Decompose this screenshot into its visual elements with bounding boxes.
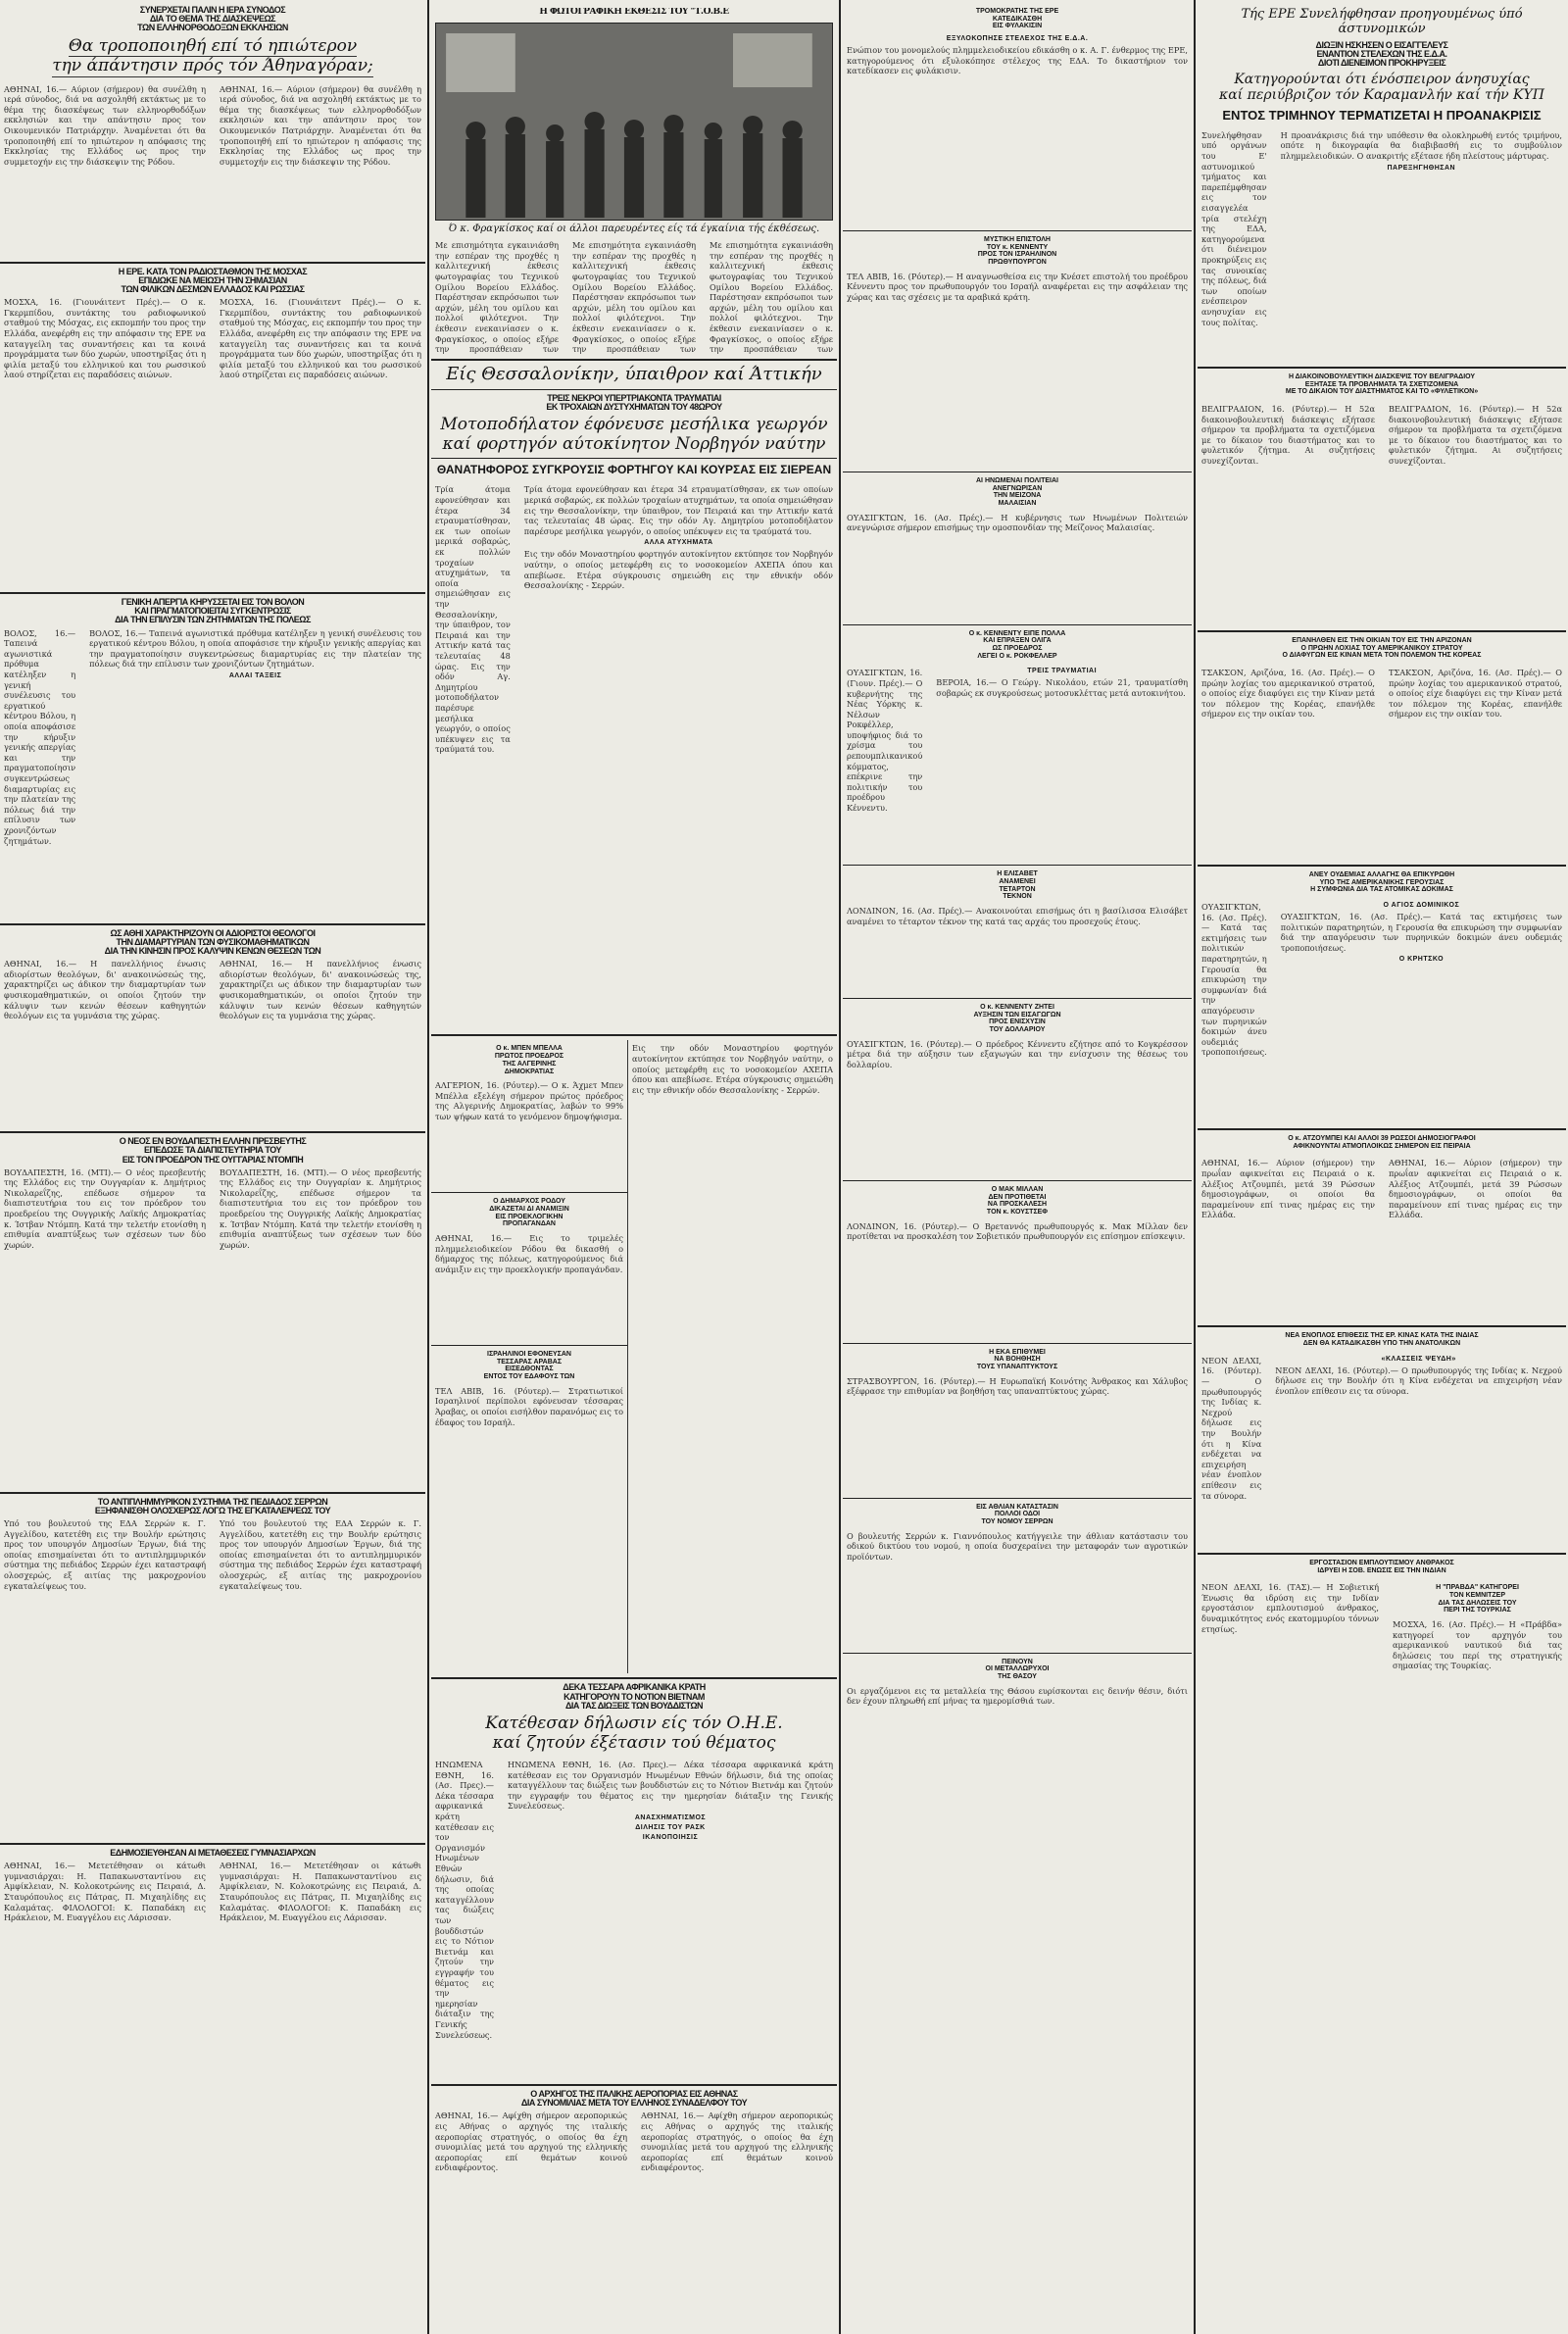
photo-caption: Ό κ. Φραγκίσκος καί οι άλλοι παρευρέντες είς τά έγκαίνια τής έκθέσεως. xyxy=(448,223,820,235)
headline-israeli-border: ΙΣΡΑΗΛΙΝΟΙ ΕΦΟΝΕΥΣΑΝ ΤΕΣΣΑΡΑΣ ΑΡΑΒΑΣ ΕΙΣΕΔΘΟΝΤΑΣ ΕΝΤΟΣ ΤΟΥ ΕΔΑΦΟΥΣ ΤΩΝ xyxy=(483,1350,575,1381)
divider xyxy=(1198,1553,1566,1555)
headline-gymnasium-transfers: ΕΔΗΜΟΣΙΕΥΘΗΣΑΝ ΑΙ ΜΕΤΑΘΕΣΕΙΣ ΓΥΜΝΑΣΙΑΡΧΩΝ xyxy=(110,1849,316,1859)
subhead-fatal-collision: ΘΑΝΑΤΗΦΟΡΟΣ ΣΥΓΚΡΟΥΣΙΣ ΦΟΡΤΗΓΟΥ ΚΑΙ ΚΟΥΡΣΑΣ ΕΙΣ ΣΙΕΡΕΑΝ xyxy=(436,464,832,477)
article-body-continued: ΗΝΩΜΕΝΑ ΕΘΝΗ, 16. (Ασ. Πρες).— Δέκα τέσσαρα αφρικανικά κράτη κατέθεσαν εις τον Οργανισμόν Ηνωμένων Εθνών δήλωσιν, διά της οποίας καταγγέλλουν τας διώξεις των βουδδιστών εις το Νότιον Βιετνάμ και ζητούν την εγγραφήν του θέματος εις την ημερησίαν διάταξιν της Γενικής Συνελεύσεως. xyxy=(508,1760,833,1812)
divider xyxy=(843,1343,1192,1344)
divider xyxy=(1198,630,1566,632)
kicker-ere-arrests: Τής ΕΡΕ Συνελήφθησαν προηγουμένως ύπό άστυνομικών xyxy=(1241,7,1523,36)
divider xyxy=(843,1498,1192,1499)
section-label: ΙΚΑΝΟΠΟΙΗΣΙΣ xyxy=(642,1834,699,1842)
article-body-continued: ΑΘΗΝΑΙ, 16.— Αφίχθη σήμερον αεροπορικώς εις Αθήνας ο αρχηγός της ιταλικής αεροπορίας στρατηγός, ο οποίος θα έχη συνομιλίας μετά του αρχηγού της ελληνικής αεροπορίας επί θεμάτων κοινού ενδιαφέροντος. xyxy=(641,2111,833,2173)
headline-three-months: ΕΝΤΟΣ ΤΡΙΜΗΝΟΥ ΤΕΡΜΑΤΙΖΕΤΑΙ Η ΠΡΟΑΝΑΚΡΙΣΙΣ xyxy=(1222,108,1542,123)
headline-belgrade-conference: Η ΔΙΑΚΟΙΝΟΒΟΥΛΕΥΤΙΚΗ ΔΙΑΣΚΕΨΙΣ ΤΟΥ ΒΕΛΙΓΡΑΔΙΟΥ ΕΞΗΤΑΣΕ ΤΑ ΠΡΟΒΛΗΜΑΤΑ ΤΑ ΣΧΕΤΙΖΟΜΕΝΑ ΜΕ ΤΟ ΔΙΚΑΙΟΝ ΤΟΥ ΔΙΑΣΤΗΜΑΤΟΣ ΚΑΙ ΤΟ «ΦΥΛΕΤΙΚΟΝ» xyxy=(1285,372,1479,396)
section-label: Ο ΚΡΗΤΣΚΟ xyxy=(1398,956,1445,964)
divider xyxy=(843,1180,1192,1181)
divider xyxy=(431,1345,627,1346)
divider xyxy=(1198,1128,1566,1130)
article-body-continued: ΒΕΡΟΙΑ, 16.— Ο Γεώργ. Νικολάου, ετών 21, τραυματίσθη σοβαρώς εκ συγκρούσεως μοτοσυκλέττας μετά αυτοκινήτου. xyxy=(936,677,1188,698)
article-body: ΟΥΑΣΙΓΚΤΩΝ, 16. (Ασ. Πρές).— Η κυβέρνησις των Ηνωμένων Πολιτειών ανεγνώρισε σήμερον επισήμως την ομοσπονδίαν της Μείζονος Μαλαισίας. xyxy=(847,512,1188,533)
subheadline-prosecutor: Κατηγορούνται ότι ένόσπειρον άνησυχίας καί περιύβριζον τόν Καραμανλήν καί τήν ΚΥΠ xyxy=(1219,72,1544,104)
article-body-continued: ΒΟΛΟΣ, 16.— Ταπεινά αγωνιστικά πρόθυμα κατέληξεν η γενική συνέλευσις του εργατικού κέντρου Βόλου, η οποία αποφάσισε την κήρυξιν γενικής απεργίας και την πραγματοποίησιν συγκεντρώσεως διαμαρτυρίας εις την πλατείαν της πόλεως διά την επίλυσιν των χρονιζόντων ζητημάτων. xyxy=(89,627,421,670)
divider xyxy=(0,923,425,925)
article-body-continued: Με επισημότητα εγκαινιάσθη την εσπέραν της προχθές η καλλιτεχνική έκθεσις φωτογραφίας του Τεχνικού Ομίλου Βορείου Ελλάδος. Παρέστησαν εκπρόσωποι των αρχών, μέλη του ομίλου και πολλοί φιλότεχνοι. Την έκθεσιν ενεκαινίασεν ο κ. Φραγκίσκος, ο οποίος εξήρε την προσπάθειαν των xyxy=(710,240,833,355)
headline-traffic-accidents: ΤΡΕΙΣ ΝΕΚΡΟΙ ΥΠΕΡΤΡΙΑΚΟΝΤΑ ΤΡΑΥΜΑΤΙΑΙ ΕΚ ΤΡΟΧΑΙΩΝ ΔΥΣΤΥΧΗΜΑΤΩΝ ΤΟΥ 48ΩΡΟΥ xyxy=(546,393,722,413)
headline-serres-roads: ΕΙΣ ΑΘΛΙΑΝ ΚΑΤΑΣΤΑΣΙΝ ΠΟΛΛΟΙ ΟΔΟΙ ΤΟΥ ΝΟΜΟΥ ΣΕΡΡΩΝ xyxy=(976,1503,1058,1525)
column-rule xyxy=(427,0,429,2334)
article-body: ΗΝΩΜΕΝΑ ΕΘΝΗ, 16. (Ασ. Πρες).— Δέκα τέσσαρα αφρικανικά κράτη κατέθεσαν εις τον Οργανισμόν Ηνωμένων Εθνών δήλωσιν, διά της οποίας καταγγέλλουν τας διώξεις των βουδδιστών εις το Νότιον Βιετνάμ και ζητούν την εγγραφήν του θέματος εις την ημερησίαν διάταξιν της Γενικής Συνελεύσεως. xyxy=(435,1760,494,2040)
column-4 xyxy=(1198,0,1566,2334)
article-body-continued: ΤΣΑΚΣΟΝ, Αριζόνα, 16. (Ασ. Πρές).— Ο πρώην λοχίας του αμερικανικού στρατού, ο οποίος είχε διαφύγει εις την Κίναν μετά τον πόλεμον της Κορέας, επανήλθε σήμερον εις την οικίαν του. xyxy=(1389,668,1562,720)
divider xyxy=(431,1034,837,1036)
article-body: ΤΣΑΚΣΟΝ, Αριζόνα, 16. (Ασ. Πρές).— Ο πρώην λοχίας του αμερικανικού στρατού, ο οποίος είχε διαφύγει εις την Κίναν μετά τον πόλεμον της Κορέας, επανήλθε σήμερον εις την οικίαν του. xyxy=(1201,668,1375,720)
article-body: ΤΕΛ ΑΒΙΒ, 16. (Ρόυτερ).— Η αναγνωσθείσα εις την Κνέσετ επιστολή του προέδρου Κέννεντυ προς τον πρωθυπουργόν του Ισραήλ αναφέρεται εις την ασφάλειαν της χώρας και τας σχέσεις με τα αραβικά κράτη. xyxy=(847,271,1188,302)
headline-budapest-ambassador: Ο ΝΕΟΣ ΕΝ ΒΟΥΔΑΠΕΣΤΗ ΕΛΛΗΝ ΠΡΕΣΒΕΥΤΗΣ ΕΠΕΔΩΣΕ ΤΑ ΔΙΑΠΙΣΤΕΥΤΗΡΙΑ ΤΟΥ ΕΙΣ ΤΟΝ ΠΡΟΕΔΡΟΝ ΤΗΣ ΟΥΓΓΑΡΙΑΣ ΝΤΟΜΠΗ xyxy=(119,1137,307,1165)
article-body: ΒΟΥΔΑΠΕΣΤΗ, 16. (ΜΤΙ).— Ο νέος πρεσβευτής της Ελλάδος εις την Ουγγαρίαν κ. Δημήτριος Νικολαρεΐζης, επέδωσε σήμερον τα διαπιστευτήρια του εις τον πρόεδρον του προεδρείου της Ουγγρικής Λαϊκής Δημοκρατίας κ. Ίστβαν Ντόμπη. Κατά την τελετήν ετονίσθη η επιθυμία αναπτύξεως των σχέσεων των δύο χωρών. xyxy=(4,1167,206,1250)
divider xyxy=(1198,865,1566,867)
article-body: ΜΟΣΧΑ, 16. (Γιουνάιτεντ Πρές).— Ο κ. Γκερμπίδου, συντάκτης του ραδιοφωνικού σταθμού της Μόσχας, εις εκπομπήν του προς την Ελλάδα, ανεφέρθη εις την απόφασιν της ΕΡΕ να καταγγείλη τας συναντήσεις και τα κοινά προγράμματα των δύο χωρών, υποστηρίξας ότι η φιλία μεταξύ του ελληνικού και του ρωσσικού λαού στηρίζεται εις παραδόσεις αιώνων. xyxy=(4,297,206,380)
headline-malaysia: ΑΙ ΗΝΩΜΕΝΑΙ ΠΟΛΙΤΕΙΑΙ ΑΝΕΓΝΩΡΙΣΑΝ ΤΗΝ ΜΕΙΖΟΝΑ ΜΑΛΑΙΣΙΑΝ xyxy=(976,476,1058,507)
article-body-continued: ΜΟΣΧΑ, 16. (Γιουνάιτεντ Πρές).— Ο κ. Γκερμπίδου, συντάκτης του ραδιοφωνικού σταθμού της Μόσχας, εις εκπομπήν του προς την Ελλάδα, ανεφέρθη εις την απόφασιν της ΕΡΕ να καταγγείλη τας συναντήσεις και τα κοινά προγράμματα των δύο χωρών, υποστηρίξας ότι η φιλία μεταξύ του ελληνικού και του ρωσσικού λαού στηρίζεται εις παραδόσεις αιώνων. xyxy=(220,297,421,380)
headline-pravda: Η "ΠΡΑΒΔΑ" ΚΑΤΗΓΟΡΕΙ ΤΟΝ ΚΕΜΝΙΤΖΕΡ ΔΙΑ ΤΑΣ ΔΗΛΩΣΕΙΣ ΤΟΥ ΠΕΡΙ ΤΗΣ ΤΟΥΡΚΙΑΣ xyxy=(1436,1584,1519,1614)
subheadline-synod: Θα τροποποιηθή επί τό ηπιώτερον την άπάντησιν πρός τόν Άθηναγόραν; xyxy=(52,35,373,76)
headline-thasos-miners: ΠΕΙΝΟΥΝ ΟΙ ΜΕΤΑΛΛΩΡΥΧΟΙ ΤΗΣ ΘΑΣΟΥ xyxy=(985,1658,1050,1681)
article-body: ΒΕΛΙΓΡΑΔΙΟΝ, 16. (Ρόυτερ).— Η 52α διακοινοβουλευτική διάσκεψις εξήτασε σήμερον τα προβλήματα τα σχετιζόμενα με το δίκαιον του διαστήματος και το φυλετικόν ζήτημα. Αι συζητήσεις συνεχίζονται. xyxy=(1201,403,1375,466)
headline-arizona-sergeant: ΕΠΑΝΗΛΘΕΝ ΕΙΣ ΤΗΝ ΟΙΚΙΑΝ ΤΟΥ ΕΙΣ ΤΗΝ ΑΡΙΖΟΝΑΝ Ο ΠΡΩΗΝ ΛΟΧΙΑΣ ΤΟΥ ΑΜΕΡΙΚΑΝΙΚΟΥ ΣΤΡΑΤΟΥ Ο ΔΙΑΦΥΓΩΝ ΕΙΣ ΚΙΝΑΝ ΜΕΤΑ ΤΟΝ ΠΟΛΕΜΟΝ ΤΗΣ ΚΟΡΕΑΣ xyxy=(1282,636,1482,660)
headline-atomic-tests: ΑΝΕΥ ΟΥΔΕΜΙΑΣ ΑΛΛΑΓΗΣ ΘΑ ΕΠΙΚΥΡΩΘΗ ΥΠΟ ΤΗΣ ΑΜΕΡΙΚΑΝΙΚΗΣ ΓΕΡΟΥΣΙΑΣ Η ΣΥΜΦΩΝΙΑ ΔΙΑ ΤΑΣ ΑΤΟΜΙΚΑΣ ΔΟΚΙΜΑΣ xyxy=(1308,871,1455,894)
article-body: ΟΥΑΣΙΓΚΤΩΝ, 16. (Ασ. Πρές).— Κατά τας εκτιμήσεις των πολιτικών παρατηρητών, η Γερουσία θα επικυρώση την συμφωνίαν διά την απαγόρευσιν των πυρηνικών δοκιμών άνευ ουδεμιάς τροποποιήσεως. xyxy=(1201,902,1267,1058)
headline-ecsc: Η ΕΚΑ ΕΠΙΘΥΜΕΙ ΝΑ ΒΟΗΘΗΣΗ ΤΟΥΣ ΥΠΑΝΑΠΤΥΚΤΟΥΣ xyxy=(976,1348,1058,1370)
article-body: ΒΟΛΟΣ, 16.— Ταπεινά αγωνιστικά πρόθυμα κατέληξεν η γενική συνέλευσις του εργατικού κέντρου Βόλου, η οποία αποφάσισε την κήρυξιν γενικής απεργίας και την πραγματοποίησιν συγκεντρώσεως διαμαρτυρίας εις την πλατείαν της πόλεως διά την επίλυσιν των χρονιζόντων ζητημάτων. xyxy=(4,627,76,846)
headline-rockefeller: Ο κ. ΚΕΝΝΕΝΤΥ ΕΙΠΕ ΠΟΛΛΑ ΚΑΙ ΕΠΡΑΞΕΝ ΟΛΙΓΑ ΩΣ ΠΡΟΕΔΡΟΣ ΛΕΓΕΙ Ο κ. ΡΟΚΦΕΛΛΕΡ xyxy=(968,629,1066,660)
article-body: ΛΟΝΔΙΝΟΝ, 16. (Ασ. Πρές).— Ανακοινούται επισήμως ότι η βασίλισσα Ελισάβετ αναμένει το τέταρτον τέκνον της κατά τας αρχάς του προσεχούς έτους. xyxy=(847,906,1188,926)
article-body: Οι εργαζόμενοι εις τα μεταλλεία της Θάσου ευρίσκονται εις δεινήν θέσιν, διότι δεν έχουν πληρωθή επί μήνας τα ημερομίσθιά των. xyxy=(847,1685,1188,1707)
subheadline-traffic: Μοτοποδήλατον έφόνευσε μεσήλικα γεωργόν καί φορτηγόν αύτοκίνητον Νορβηγόν ναύτην xyxy=(440,415,828,454)
column-rule xyxy=(839,0,841,2334)
article-body: Με επισημότητα εγκαινιάσθη την εσπέραν της προχθές η καλλιτεχνική έκθεσις φωτογραφίας του Τεχνικού Ομίλου Βορείου Ελλάδος. Παρέστησαν εκπρόσωποι των αρχών, μέλη του ομίλου και πολλοί φιλότεχνοι. Την έκθεσιν ενεκαινίασεν ο κ. Φραγκίσκος, ο οποίος εξήρε την προσπάθειαν των xyxy=(435,240,559,355)
article-body-continued: Η προανάκρισις διά την υπόθεσιν θα ολοκληρωθή εντός τριμήνου, οπότε η δικογραφία θα διαβιβασθή εις το συμβούλιον πλημμελειοδικών. Ο ανακριτής εξέτασε ήδη πλείστους μάρτυρας. xyxy=(1280,129,1562,162)
article-body-continued: ΒΟΥΔΑΠΕΣΤΗ, 16. (ΜΤΙ).— Ο νέος πρεσβευτής της Ελλάδος εις την Ουγγαρίαν κ. Δημήτριος Νικολαρεΐζης, επέδωσε σήμερον τα διαπιστευτήρια του εις τον πρόεδρον του προεδρείου της Ουγγρικής Λαϊκής Δημοκρατίας κ. Ίστβαν Ντόμπη. Κατά την τελετήν ετονίσθη η επιθυμία αναπτύξεως των σχέσεων των δύο χωρών. xyxy=(220,1167,421,1250)
divider xyxy=(0,1492,425,1494)
headline-coal-factory: ΕΡΓΟΣΤΑΣΙΟΝ ΕΜΠΛΟΥΤΙΣΜΟΥ ΑΝΘΡΑΚΟΣ ΙΔΡΥΕΙ Η ΣΟΒ. ΕΝΩΣΙΣ ΕΙΣ ΤΗΝ ΙΝΔΙΑΝ xyxy=(1309,1559,1454,1574)
divider xyxy=(843,624,1192,625)
article-body: Συνελήφθησαν υπό οργάνων του Ε' αστυνομικού τμήματος και παρεπέμφθησαν εις τον εισαγγελέα τρία στελέχη της ΕΔΑ, κατηγορούμενα ότι διένειμον προκηρύξεις εις τας συνοικίας της πόλεως, διά των οποίων ενέσπειρον ανησυχίαν εις τους πολίτας. xyxy=(1201,129,1267,327)
article-body: ΑΘΗΝΑΙ, 16.— Αφίχθη σήμερον αεροπορικώς εις Αθήνας ο αρχηγός της ιταλικής αεροπορίας στρατηγός, ο οποίος θα έχη συνομιλίας μετά του αρχηγού της ελληνικής αεροπορίας επί θεμάτων κοινού ενδιαφέροντος. xyxy=(435,2111,627,2173)
column-rule xyxy=(1194,0,1196,2334)
headline-ere-terrorist: ΤΡΟΜΟΚΡΑΤΗΣ ΤΗΣ ΕΡΕ ΚΑΤΕΔΙΚΑΣΘΗ ΕΙΣ ΦΥΛΑΚΙΣΙΝ xyxy=(975,8,1059,30)
article-body-continued: ΟΥΑΣΙΓΚΤΩΝ, 16. (Ασ. Πρές).— Κατά τας εκτιμήσεις των πολιτικών παρατηρητών, η Γερουσία θα επικυρώση την συμφωνίαν διά την απαγόρευσιν των πυρηνικών δοκιμών άνευ ουδεμιάς τροποποιήσεως. xyxy=(1280,912,1562,953)
headline-kennedy-letter: ΜΥΣΤΙΚΗ ΕΠΙΣΤΟΛΗ ΤΟΥ κ. ΚΕΝΝΕΝΤΥ ΠΡΟΣ ΤΟΝ ΙΣΡΑΗΛΙΝΟΝ ΠΡΩΘΥΠΟΥΡΓΟΝ xyxy=(977,236,1057,267)
column-3 xyxy=(843,0,1192,2334)
headline-rhodes-mayor: Ο ΔΗΜΑΡΧΟΣ ΡΟΔΟΥ ΔΙΚΑΖΕΤΑΙ ΔΙ ΑΝΑΜΙΞΙΝ ΕΙΣ ΠΡΟΕΚΛΟΓΙΚΗΝ ΠΡΟΠΑΓΑΝΔΑΝ xyxy=(489,1198,569,1228)
article-body: ΑΘΗΝΑΙ, 16.— Αύριον (σήμερον) την πρωΐαν αφικνείται εις Πειραιά ο κ. Αλέξιος Ατζουμπέι, μετά 39 Ρώσσων δημοσιογράφων, οι οποίοι θα παραμείνουν επί τινας ημέρας εις την Ελλάδα. xyxy=(1201,1158,1375,1220)
section-label: ΤΡΕΙΣ ΤΡΑΥΜΑΤΙΑΙ xyxy=(1027,668,1098,675)
article-body: ΑΘΗΝΑΙ, 16.— Αύριον (σήμερον) θα συνέλθη η ιερά σύνοδος, διά να ασχοληθή εκτάκτως με το θέμα της διασκέψεως των ελληνορθοδόξων εκκλησιών και την απάντησιν προς τον Οικουμενικόν Πατριάρχην. Άναμένεται ότι θα τροποποιηθή επί το ηπιώτερον η απόφασις της Εκκλησίας της Ελλάδος ως προς την συμμετοχήν εις την διάσκεψιν της Ρόδου. xyxy=(4,83,206,167)
divider xyxy=(431,2084,837,2086)
headline-theologians: ΩΣ ΑΘΗΙ ΧΑΡΑΚΤΗΡΙΖΟΥΝ ΟΙ ΑΔΙΟΡΙΣΤΟΙ ΘΕΟΛΟΓΟΙ ΤΗΝ ΔΙΑΜΑΡΤΥΡΙΑΝ ΤΩΝ ΦΥΣΙΚΟΜΑΘΗΜΑΤΙΚΩΝ ΔΙΑ ΤΗΝ ΚΙΝΗΣΙΝ ΠΡΟΣ ΚΑΛΥΨΙΝ ΚΕΝΩΝ ΘΕΣΕΩΝ ΤΩΝ xyxy=(104,928,321,956)
exhibition-photo xyxy=(435,23,833,221)
headline-elizabeth: Η ΕΛΙΣΑΒΕΤ ΑΝΑΜΕΝΕΙ ΤΕΤΑΡΤΟΝ ΤΕΚΝΟΝ xyxy=(997,870,1038,901)
headline-macmillan: Ο ΜΑΚ ΜΙΛΛΑΝ ΔΕΝ ΠΡΟΤΙΘΕΤΑΙ ΝΑ ΠΡΟΣΚΑΛΕΣΗ ΤΟΝ κ. ΚΟΥΣΤΣΕΦ xyxy=(986,1185,1049,1216)
article-body-continued: ΑΘΗΝΑΙ, 16.— Η πανελλήνιος ένωσις αδιορίστων θεολόγων, δι' ανακοινώσεώς της, χαρακτηρίζει ως άδικον την διαμαρτυρίαν των φυσικομαθηματικών, οι οποίοι ζητούν την κάλυψιν των κενών θέσεων καθηγητών θεολόγων εις τα γυμνάσια της χώρας. xyxy=(220,959,421,1021)
article-body: ΑΘΗΝΑΙ, 16.— Εις το τριμελές πλημμελειοδικείον Ρόδου θα δικασθή ο δήμαρχος της πόλεως, κατηγορούμενος διά ανάμιξιν εις την προεκλογικήν προπαγάνδαν. xyxy=(435,1232,623,1274)
kicker-thessaloniki: Είς Θεσσαλονίκην, ύπαιθρον καί Άττικήν xyxy=(446,364,822,385)
divider xyxy=(0,1131,425,1133)
article-body: Εις την οδόν Μοναστηρίου φορτηγόν αυτοκίνητον εκτύπησε τον Νορβηγόν ναύτην, ο οποίος μετεφέρθη εις το νοσοκομείον ΑΧΕΠΑ όπου και απεβίωσε. Ετέρα σύγκρουσις σημειώθη εις την εθνικήν οδόν Θεσσαλονίκης - Σερρών. xyxy=(632,1043,833,1095)
article-body: ΑΛΓΕΡΙΟΝ, 16. (Ρόυτερ).— Ο κ. Άχμετ Μπεν Μπέλλα εξελέγη σήμερον πρώτος πρόεδρος της Αλγερινής Δημοκρατίας, λαβών το 99% των ψήφων κατά το γενόμενον δημοψήφισμα. xyxy=(435,1080,623,1122)
headline-volos-strike: ΓΕΝΙΚΗ ΑΠΕΡΓΙΑ ΚΗΡΥΣΣΕΤΑΙ ΕΙΣ ΤΟΝ ΒΟΛΟΝ ΚΑΙ ΠΡΑΓΜΑΤΟΠΟΙΕΙΤΑΙ ΣΥΓΚΕΝΤΡΩΣΙΣ ΔΙΑ ΤΗΝ ΕΠΙΛΥΣΙΝ ΤΩΝ ΖΗΤΗΜΑΤΩΝ ΤΗΣ ΠΟΛΕΩΣ xyxy=(115,598,311,625)
divider xyxy=(1198,367,1566,369)
column-2 xyxy=(431,0,837,2334)
article-body-continued: ΑΘΗΝΑΙ, 16.— Αύριον (σήμερον) θα συνέλθη η ιερά σύνοδος, διά να ασχοληθή εκτάκτως με το θέμα της διασκέψεως των ελληνορθοδόξων εκκλησιών και την απάντησιν προς τον Οικουμενικόν Πατριάρχην. Άναμένεται ότι θα τροποποιηθή επί το ηπιώτερον η απόφασις της Εκκλησίας της Ελλάδος ως προς την συμμετοχήν εις την διάσκεψιν της Ρόδου. xyxy=(220,83,421,167)
article-body: Τρία άτομα εφονεύθησαν και έτερα 34 ετραυματίσθησαν, εκ των οποίων μερικά σοβαρώς, εκ πολλών τροχαίων ατυχημάτων, τα οποία σημειώθησαν εις την Θεσσαλονίκην, την ύπαιθρον, τον Πειραιά και την Αττικήν κατά τας τελευταίας 48 ώρας. Εις την οδόν Αγ. Δημητρίου μοτοποδήλατον παρέσυρε μεσήλικα γεωργόν, ο οποίος υπέκυψεν εις τα τραύματά του. xyxy=(435,484,511,755)
section-label: ΔΙΛΗΣΙΣ ΤΟΥ ΡΑΣΚ xyxy=(635,1824,706,1832)
headline-ben-bella: Ο κ. ΜΠΕΝ ΜΠΕΛΛΑ ΠΡΩΤΟΣ ΠΡΟΕΔΡΟΣ ΤΗΣ ΑΛΓΕΡΙΝΗΣ ΔΗΜΟΚΡΑΤΙΑΣ xyxy=(494,1045,564,1075)
subheadline-un: Κατέθεσαν δήλωσιν είς τόν Ο.Η.Ε. καί ζητούν έξέτασιν τού θέματος xyxy=(485,1713,783,1753)
article-body-continued: Υπό του βουλευτού της ΕΔΑ Σερρών κ. Γ. Αγγελίδου, κατετέθη εις την Βουλήν ερώτησις προς τον υπουργόν Δημοσίων Έργων, διά της οποίας επισημαίνεται ότι το αντιπλημμυρικόν σύστημα της πεδιάδος Σερρών έχει καταστραφή ολοσχερώς, εξ αιτίας της μακροχρονίου εγκαταλείψεως του. xyxy=(220,1518,421,1591)
headline-african-states: ΔΕΚΑ ΤΕΣΣΑΡΑ ΑΦΡΙΚΑΝΙΚΑ ΚΡΑΤΗ ΚΑΤΗΓΟΡΟΥΝ ΤΟ ΝΟΤΙΟΝ ΒΙΕΤΝΑΜ ΔΙΑ ΤΑΣ ΔΙΩΞΕΙΣ ΤΩΝ ΒΟΥΔΔΙΣΤΩΝ xyxy=(563,1683,706,1711)
article-body: ΛΟΝΔΙΝΟΝ, 16. (Ρόυτερ).— Ο Βρεταννός πρωθυπουργός κ. Μακ Μίλλαν δεν προτίθεται να προσκαλέση τον Σοβιετικόν πρωθυπουργόν εις επίσημον επίσκεψιν. xyxy=(847,1220,1188,1242)
article-body: Ενώπιον του μονομελούς πλημμελειοδικείου εδικάσθη ο κ. Α. Γ. ένθερμος της ΕΡΕ, κατηγορούμενος ότι εξυλοκόπησε στέλεχος της ΕΔΑ. Το δικαστήριον τον κατεδίκασεν εις φυλάκισιν. xyxy=(847,45,1188,76)
divider xyxy=(843,998,1192,999)
column-1 xyxy=(0,0,425,2334)
article-body: ΝΕΟΝ ΔΕΛΧΙ, 16. (ΤΑΣ).— Η Σοβιετική Ένωσις θα ιδρύση εις την Ινδίαν εργοστάσιον εμπλουτισμού άνθρακος, δυναμικότητος ενός εκατομμυρίου τόννων ετησίως. xyxy=(1201,1582,1379,1634)
article-body: ΜΟΣΧΑ, 16. (Ασ. Πρές).— Η «Πράβδα» κατηγορεί τον αρχηγόν του αμερικανικού ναυτικού διά τας δηλώσεις του περί της στρατηγικής σημασίας της Τουρκίας. xyxy=(1393,1618,1562,1671)
article-body-continued: ΒΕΛΙΓΡΑΔΙΟΝ, 16. (Ρόυτερ).— Η 52α διακοινοβουλευτική διάσκεψις εξήτασε σήμερον τα προβλήματα τα σχετιζόμενα με το δίκαιον του διαστήματος και το φυλετικόν ζήτημα. Αι συζητήσεις συνεχίζονται. xyxy=(1389,403,1562,466)
headline-prosecutor: ΔΙΩΞΙΝ ΗΣΚΗΣΕΝ Ο ΕΙΣΑΓΓΕΛΕΥΣ ΕΝΑΝΤΙΟΝ ΣΤΕΛΕΧΩΝ ΤΗΣ Ε.Δ.Α. ΔΙΟΤΙ ΔΙΕΝΕΙΜΟΝ ΠΡΟΚΗΡΥΞΕΙΣ xyxy=(1315,40,1448,69)
headline-italian-airforce: Ο ΑΡΧΗΓΟΣ ΤΗΣ ΙΤΑΛΙΚΗΣ ΑΕΡΟΠΟΡΙΑΣ ΕΙΣ ΑΘΗΝΑΣ ΔΙΑ ΣΥΝΟΜΙΛΙΑΣ ΜΕΤΑ ΤΟΥ ΕΛΛΗΝΟΣ ΣΥΝΑΔΕΛΦΟΥ ΤΟΥ xyxy=(520,2090,748,2109)
section-label: ΠΑΡΕΞΗΓΗΘΗΣΑΝ xyxy=(1387,164,1456,172)
crowd-silhouette-icon xyxy=(436,24,832,220)
divider xyxy=(431,359,837,361)
section-label: ΑΛΛΑΙ ΤΑΞΕΙΣ xyxy=(228,672,282,680)
divider xyxy=(0,592,425,594)
article-body: ΟΥΑΣΙΓΚΤΩΝ, 16. (Ρόυτερ).— Ο πρόεδρος Κέννεντυ εζήτησε από το Κογκρέσσον μέτρα διά την αύξησιν των εξαγωγών και την ενίσχυσιν της θέσεως του δολλαρίου. xyxy=(847,1038,1188,1069)
article-body: Υπό του βουλευτού της ΕΔΑ Σερρών κ. Γ. Αγγελίδου, κατετέθη εις την Βουλήν ερώτησις προς τον υπουργόν Δημοσίων Έργων, διά της οποίας επισημαίνεται ότι το αντιπλημμυρικόν σύστημα της πεδιάδος Σερρών έχει καταστραφή ολοσχερώς, εξ αιτίας της μακροχρονίου εγκαταλείψεως του. xyxy=(4,1518,206,1591)
section-label: Ο ΑΓΙΟΣ ΔΟΜΙΝΙΚΟΣ xyxy=(1383,902,1460,910)
headline-serres-flood: ΤΟ ΑΝΤΙΠΛΗΜΜΥΡΙΚΟΝ ΣΥΣΤΗΜΑ ΤΗΣ ΠΕΔΙΑΔΟΣ ΣΕΡΡΩΝ ΕΞΗΦΑΝΙΣΘΗ ΟΛΟΣΧΕΡΩΣ ΛΟΓΩ ΤΗΣ ΕΓΚΑΤΑΛΕΙΨΕΩΣ ΤΟΥ xyxy=(94,1497,331,1515)
subheadline-ere-terrorist: ΕΞΥΛΟΚΟΠΗΣΕ ΣΤΕΛΕΧΟΣ ΤΗΣ Ε.Δ.Α. xyxy=(946,35,1089,43)
headline-synod: ΣΥΝΕΡΧΕΤΑΙ ΠΑΛΙΝ Η ΙΕΡΑ ΣΥΝΟΔΟΣ ΔΙΑ ΤΟ ΘΕΜΑ ΤΗΣ ΔΙΑΣΚΕΨΕΩΣ ΤΩΝ ΕΛΛΗΝΟΡΘΟΔΟΞΩΝ ΕΚΚΛΗΣΙΩΝ xyxy=(137,6,288,33)
divider xyxy=(431,1677,837,1679)
article-body: ΝΕΟΝ ΔΕΛΧΙ, 16. (Ρόυτερ).— Ο πρωθυπουργός της Ινδίας κ. Νεχρού δήλωσε εις την Βουλήν ότι η Κίνα ενδέχεται να επιχειρήση νέαν ένοπλον επίθεσιν εις τα σύνορα. xyxy=(1201,1355,1262,1501)
divider xyxy=(431,389,837,390)
article-body: ΣΤΡΑΣΒΟΥΡΓΟΝ, 16. (Ρόυτερ).— Η Ευρωπαϊκή Κοινότης Άνθρακος και Χάλυβος εξέφρασε την επιθυμίαν να βοηθήση τας υπαναπτύκτους χώρας. xyxy=(847,1375,1188,1397)
article-body: ΟΥΑΣΙΓΚΤΩΝ, 16. (Γιουν. Πρές).— Ο κυβερνήτης της Νέας Υόρκης κ. Νέλσων Ροκφέλλερ, υποψήφιος διά το χρίσμα του ρεπουμπλικανικού κόμματος, επέκρινε την πολιτικήν του προέδρου Κέννεντυ. xyxy=(847,668,923,814)
section-label: ΑΝΑΣΧΗΜΑΤΙΣΜΟΣ xyxy=(634,1814,707,1822)
divider xyxy=(0,262,425,264)
article-body-continued: ΑΘΗΝΑΙ, 16.— Αύριον (σήμερον) την πρωΐαν αφικνείται εις Πειραιά ο κ. Αλέξιος Ατζουμπέι, μετά 39 Ρώσσων δημοσιογράφων, οι οποίοι θα παραμείνουν επί τινας ημέρας εις την Ελλάδα. xyxy=(1389,1158,1562,1220)
article-body-continued: ΑΘΗΝΑΙ, 16.— Μετετέθησαν οι κάτωθι γυμνασιάρχαι: Η. Παπακωνσταντίνου εις Αμφίκλειαν, Ν. Κολοκοτρώνης εις Πειραιά, Δ. Σταυρόπουλος εις Πάτρας, Π. Μιχαηλίδης εις Καλαμάτας. ΦΙΛΟΛΟΓΟΙ: Κ. Παπαδάκη εις Ηράκλειον, Μ. Ευαγγέλου εις Λάρισσαν. xyxy=(220,1861,421,1923)
article-body: ΑΘΗΝΑΙ, 16.— Μετετέθησαν οι κάτωθι γυμνασιάρχαι: Η. Παπακωνσταντίνου εις Αμφίκλειαν, Ν. Κολοκοτρώνης εις Πειραιά, Δ. Σταυρόπουλος εις Πάτρας, Π. Μιχαηλίδης εις Καλαμάτας. ΦΙΛΟΛΟΓΟΙ: Κ. Παπαδάκη εις Ηράκλειον, Μ. Ευαγγέλου εις Λάρισσαν. xyxy=(4,1861,206,1923)
divider xyxy=(431,1192,627,1193)
divider xyxy=(843,1653,1192,1654)
section-label: ΑΛΛΑ ΑΤΥΧΗΜΑΤΑ xyxy=(644,539,713,547)
headline-photo-exhibition: Η ΦΩΤΟΓΡΑΦΙΚΗ ΕΚΘΕΣΙΣ ΤΟΥ "Τ.Ο.Β.Ε xyxy=(539,8,729,17)
divider xyxy=(431,458,837,459)
article-body: ΤΕΛ ΑΒΙΒ, 16. (Ρόυτερ).— Στρατιωτικοί Ισραηλινοί περίπολοι εφόνευσαν τέσσαρας Άραβας, οι οποίοι εισήλθον παρανόμως εις το έδαφος του Ισραήλ. xyxy=(435,1385,623,1427)
divider xyxy=(843,230,1192,231)
article-body-continued: ΝΕΟΝ ΔΕΛΧΙ, 16. (Ρόυτερ).— Ο πρωθυπουργός της Ινδίας κ. Νεχρού δήλωσε εις την Βουλήν ότι η Κίνα ενδέχεται να επιχειρήση νέαν ένοπλον επίθεσιν εις τα σύνορα. xyxy=(1275,1365,1562,1396)
article-body-continued: Με επισημότητα εγκαινιάσθη την εσπέραν της προχθές η καλλιτεχνική έκθεσις φωτογραφίας του Τεχνικού Ομίλου Βορείου Ελλάδος. Παρέστησαν εκπρόσωποι των αρχών, μέλη του ομίλου και πολλοί φιλότεχνοι. Την έκθεσιν ενεκαινίασεν ο κ. Φραγκίσκος, ο οποίος εξήρε την προσπάθειαν των xyxy=(572,240,696,355)
article-body-continued: Τρία άτομα εφονεύθησαν και έτερα 34 ετραυματίσθησαν, εκ των οποίων μερικά σοβαρώς, εκ πολλών τροχαίων ατυχημάτων, τα οποία σημειώθησαν εις την Θεσσαλονίκην, την ύπαιθρον, τον Πειραιά και την Αττικήν κατά τας τελευταίας 48 ώρας. Εις την οδόν Αγ. Δημητρίου μοτοποδήλατον παρέσυρε μεσήλικα γεωργόν, ο οποίος υπέκυψεν εις τα τραύματά του. xyxy=(523,484,833,536)
article-body-continued: Εις την οδόν Μοναστηρίου φορτηγόν αυτοκίνητον εκτύπησε τον Νορβηγόν ναύτην, ο οποίος μετεφέρθη εις το νοσοκομείον ΑΧΕΠΑ όπου και απεβίωσε. Ετέρα σύγκρουσις σημειώθη εις την εθνικήν οδόν Θεσσαλονίκης - Σερρών. xyxy=(523,549,833,591)
headline-china-india: ΝΕΑ ΕΝΟΠΛΟΣ ΕΠΙΘΕΣΙΣ ΤΗΣ ΕΡ. ΚΙΝΑΣ ΚΑΤΑ ΤΗΣ ΙΝΔΙΑΣ ΔΕΝ ΘΑ ΚΑΤΑΔΙΚΑΣΘΗ ΥΠΟ ΤΗΝ ΑΝΑΤΟΛΙΚΩΝ xyxy=(1285,1332,1479,1348)
headline-radio-moscow: Η ΕΡΕ. ΚΑΤΑ ΤΟΝ ΡΑΔΙΟΣΤΑΘΜΟΝ ΤΗΣ ΜΟΣΧΑΣ ΕΠΙΔΙΩΚΕ ΝΑ ΜΕΙΩΣΗ ΤΗΝ ΣΗΜΑΣΙΑΝ ΤΩΝ ΦΙΛΙΚΩΝ ΔΕΣΜΩΝ ΕΛΛΑΔΟΣ ΚΑΙ ΡΩΣΣΙΑΣ xyxy=(118,267,308,294)
article-body: ΑΘΗΝΑΙ, 16.— Η πανελλήνιος ένωσις αδιορίστων θεολόγων, δι' ανακοινώσεώς της, χαρακτηρίζει ως άδικον την διαμαρτυρίαν των φυσικομαθηματικών, οι οποίοι ζητούν την κάλυψιν των κενών θέσεων καθηγητών θεολόγων εις τα γυμνάσια της χώρας. xyxy=(4,959,206,1021)
divider xyxy=(1198,1325,1566,1327)
headline-dollar: Ο κ. ΚΕΝΝΕΝΤΥ ΖΗΤΕΙ ΑΥΞΗΣΙΝ ΤΩΝ ΕΙΣΑΓΩΓΩΝ ΠΡΟΣ ΕΝΙΣΧΥΣΙΝ ΤΟΥ ΔΟΛΛΑΡΙΟΥ xyxy=(973,1004,1061,1034)
headline-adzhubei: Ο κ. ΑΤΖΟΥΜΠΕΪ ΚΑΙ ΑΛΛΟΙ 39 ΡΩΣΣΟΙ ΔΗΜΟΣΙΟΓΡΑΦΟΙ ΑΦΙΚΝΟΥΝΤΑΙ ΑΤΜΟΠΛΟΪΚΩΣ ΣΗΜΕΡΟΝ ΕΙΣ ΠΕΙΡΑΙΑ xyxy=(1288,1135,1476,1150)
article-body: Ο βουλευτής Σερρών κ. Γιαννόπουλος κατήγγειλε την άθλιαν κατάστασιν του οδικού δικτύου του νομού, η οποία δυσχεραίνει την μεταφοράν των αγροτικών προϊόντων. xyxy=(847,1530,1188,1562)
section-label: «ΚΛΑΣΣΕΙΣ ΨΕΥΔΗ» xyxy=(1381,1355,1456,1363)
divider xyxy=(843,865,1192,866)
divider xyxy=(0,1843,425,1845)
